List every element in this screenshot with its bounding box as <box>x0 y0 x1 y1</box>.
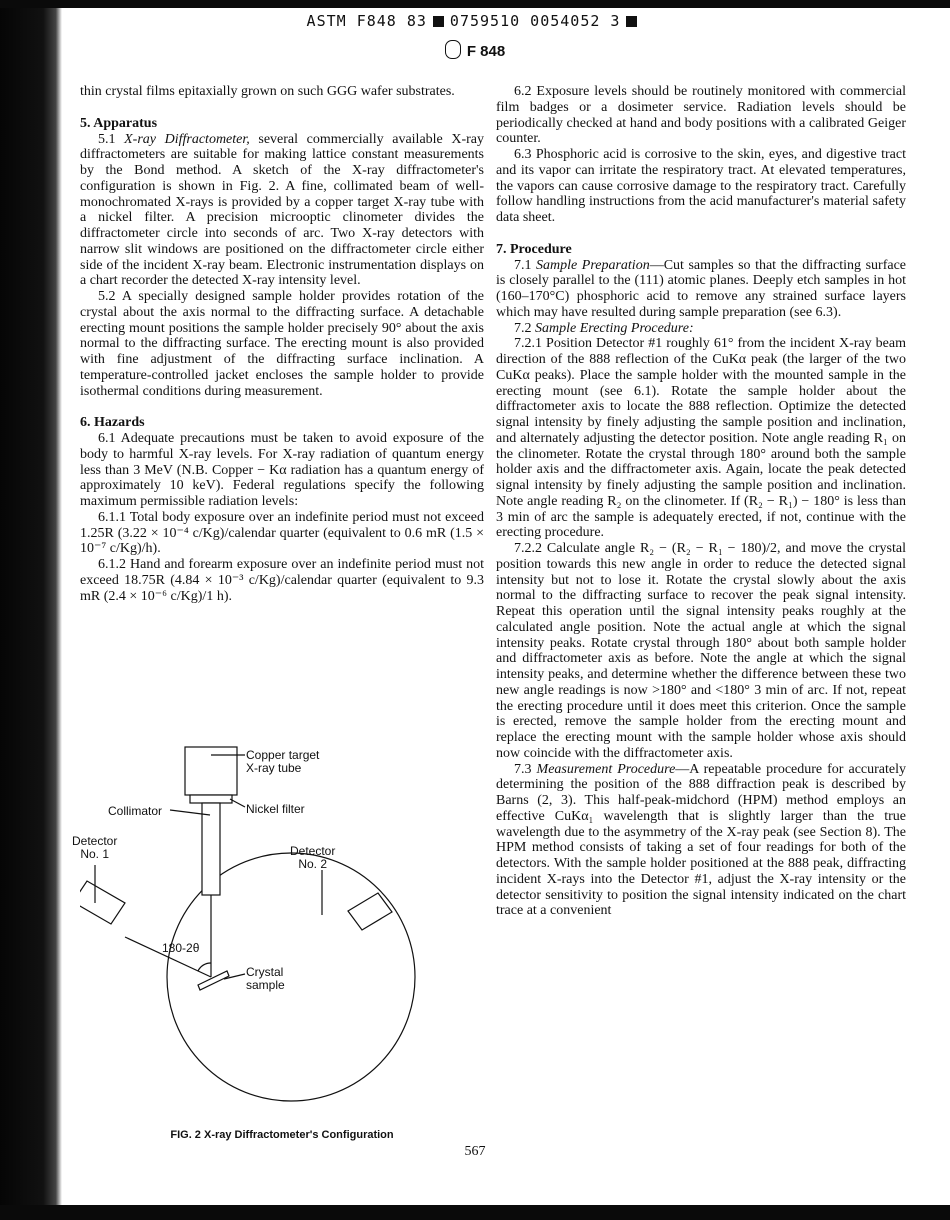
paragraph-7-3: 7.3 Measurement Procedure—A repeatable procedure for accurately determining the position of the 888 diffraction peak is described by Barns (2, 3). This half-peak-midchord (HPM) method employs an effective CuKα₁ wavelength that is slightly larger than the true wavelength due to the asymmetry of the X-ray peak (see Section 8). The HPM method consists of taking a set of four readings for both of the detectors. With the sample holder positioned at the 888 peak, diffracting incident X-rays into the Detector #1, adjust the X-ray intensity or the detector sensitivity to position the signal intensity indicated on the chart trace at a convenient <box>496 761 907 919</box>
document-code-2: 0759510 0054052 3 <box>449 12 621 30</box>
page-number: 567 <box>464 1144 486 1159</box>
angle-label: 180-2θ <box>162 941 200 955</box>
paragraph-7-2-2: 7.2.2 Calculate angle R₂ − (R₂ − R₁ − 180)/2, and move the crystal position towards this new angle in order to reduce the detected signal intensity but not to lose it. Rotate the crystal slowly about the axis normal to the diffracting surface to recover the peak signal intensity. Repeat this operation until the signal intensity peaks roughly at the calculated angle position. Note the actual angle at which the signal intensity peaks. Rotate crystal through 180° about both sample holder and diffractometer axis as before. Note the angle at which the signal intensity peaks, and determine whether the difference between these two new angle readings is now >180° and <180° 3 min of arc. If not, repeat the erecting procedure until it does meet this criterion. Once the sample is erected, remove the sample holder from the erecting mount and replace the erecting mount with the sample holder whose axis should now coincide with the diffractometer axis. <box>496 541 906 761</box>
block-mark <box>433 16 444 27</box>
section-heading-hazards: 6. Hazards <box>80 415 145 431</box>
document-code-line <box>0 12 950 30</box>
xray-tube <box>185 747 237 795</box>
paragraph-5-2: 5.2 A specially designed sample holder provides rotation of the crystal about the axis normal to the diffracting surface. A detachable erecting mount positions the sample holder precisely 90° about the axis normal to the diffracting surface. The erecting mount is also provided with fine adjustment of the diffracting surface inclination. A temperature-controlled jacket encloses the sample holder to provide isothermal conditions during measurement. <box>80 289 484 399</box>
block-mark <box>626 16 637 27</box>
paragraph-6-1-1: 6.1.1 Total body exposure over an indefinite period must not exceed 1.25R (3.22 × 10⁻⁴ c/Kg)/calendar quarter (equivalent to 0.6 mR (1.5 × 10⁻⁷ c/Kg)/h). <box>80 509 484 557</box>
paragraph-5-1: 5.1 X-ray Diffractometer, several commercially available X-ray diffractometers are suitable for making lattice constant measurements by the Bond method. A sketch of the X-ray diffractometer's configuration is shown in Fig. 2. A fine, collimated beam of well-monochromated X-rays is provided by a copper target X-ray tube with a nickel filter. A precision microoptic clinometer divides the diffractometer circle into seconds of arc. Two X-ray detectors with narrow slit windows are positioned on the diffractometer circle either side of the incident X-ray beam. Electronic instrumentation displays on a chart recorder the detected X-ray intensity level. <box>80 131 485 289</box>
collimator-label: Collimator <box>108 804 163 818</box>
paragraph: thin crystal films epitaxially grown on such GGG wafer substrates. <box>80 84 455 99</box>
copper-target-label: Copper target X-ray tube <box>246 748 320 775</box>
figure-diffractometer <box>72 745 484 1145</box>
nickel-filter-label: Nickel filter <box>246 802 305 816</box>
nickel-filter <box>190 795 232 803</box>
page-header <box>0 40 950 60</box>
scan-edge <box>0 0 62 1220</box>
paragraph-6-2: 6.2 Exposure levels should be routinely monitored with commercial film badges or a dosimeter service. Radiation levels should be periodically checked at hand and body positions with a calibrated Geiger counter. <box>496 84 906 147</box>
detector-2-label: Detector No. 2 <box>290 844 336 871</box>
paragraph-6-3: 6.3 Phosphoric acid is corrosive to the skin, eyes, and digestive tract and its vapor can irritate the respiratory tract. At elevated temperatures, the vapors can cause corrosive damage to the respiratory tract. Carefully follow handling instructions from the acid manufacturer's material safety data sheet. <box>496 147 906 225</box>
detector-1-label: Detector No. 1 <box>72 834 118 861</box>
astm-logo-icon <box>445 40 461 59</box>
scan-top-border <box>0 0 950 8</box>
scan-bottom-border <box>0 1205 950 1220</box>
section-heading-procedure: 7. Procedure <box>496 241 572 257</box>
left-column <box>80 84 484 604</box>
paragraph-7-2: 7.2 Sample Erecting Procedure: <box>514 320 694 336</box>
detector-2 <box>348 893 392 930</box>
designation: F 848 <box>466 43 506 60</box>
right-column <box>496 84 906 919</box>
crystal-sample <box>198 971 229 990</box>
detector-1 <box>80 881 125 924</box>
paragraph-7-1: 7.1 Sample Preparation—Cut samples so that the diffracting surface is closely parallel to the (111) atomic planes. Deeply etch samples in hot (160–170°C) phosphoric acid to remove any strained surface layers which may have resulted during sample preparation (see 6.3). <box>496 257 906 320</box>
collimator <box>202 803 220 895</box>
paragraph-6-1-2: 6.1.2 Hand and forearm exposure over an indefinite period must not exceed 18.75R (4.84 × 10⁻³ c/Kg)/calendar quarter (equivalent to 9.3 mR (2.4 × 10⁻⁶ c/Kg)/1 h). <box>80 557 484 604</box>
section-heading-apparatus: 5. Apparatus <box>80 115 158 131</box>
crystal-sample-label: Crystal sample <box>246 965 285 992</box>
figure-caption: FIG. 2 X-ray Diffractometer's Configuration <box>170 1129 394 1141</box>
paragraph-6-1: 6.1 Adequate precautions must be taken to avoid exposure of the body to harmful X-ray levels. For X-ray radiation of quantum energy less than 3 MeV (N.B. Copper − Kα radiation has a quantum energy of approximately 10 keV). Federal regulations specify the following maximum permissible radiation levels: <box>80 431 484 509</box>
paragraph-7-2-1: 7.2.1 Position Detector #1 roughly 61° from the incident X-ray beam direction of the 888 reflection of the CuKα peak (the larger of the two CuKα peaks). Place the sample holder with the mounted sample in the erecting mount (see 6.1). Rotate the sample holder about the diffractometer axis to locate the 888 reflection. Optimize the detected signal intensity by finely adjusting the sample position and inclination, and alternately adjusting the detector position. Note angle reading R₁ on the clinometer. Rotate the crystal through 180° around both the sample holder axis and the diffractometer axis. Again, locate the peak detected signal intensity by finely adjusting the sample position and inclination. Note angle reading R₂ on the clinometer. If (R₂ − R₁) − 180° is less than 3 min of arc the sample is adequately erected, if not, continue with the erecting procedure. <box>496 336 906 541</box>
document-code: ASTM F848 83 <box>306 12 427 30</box>
